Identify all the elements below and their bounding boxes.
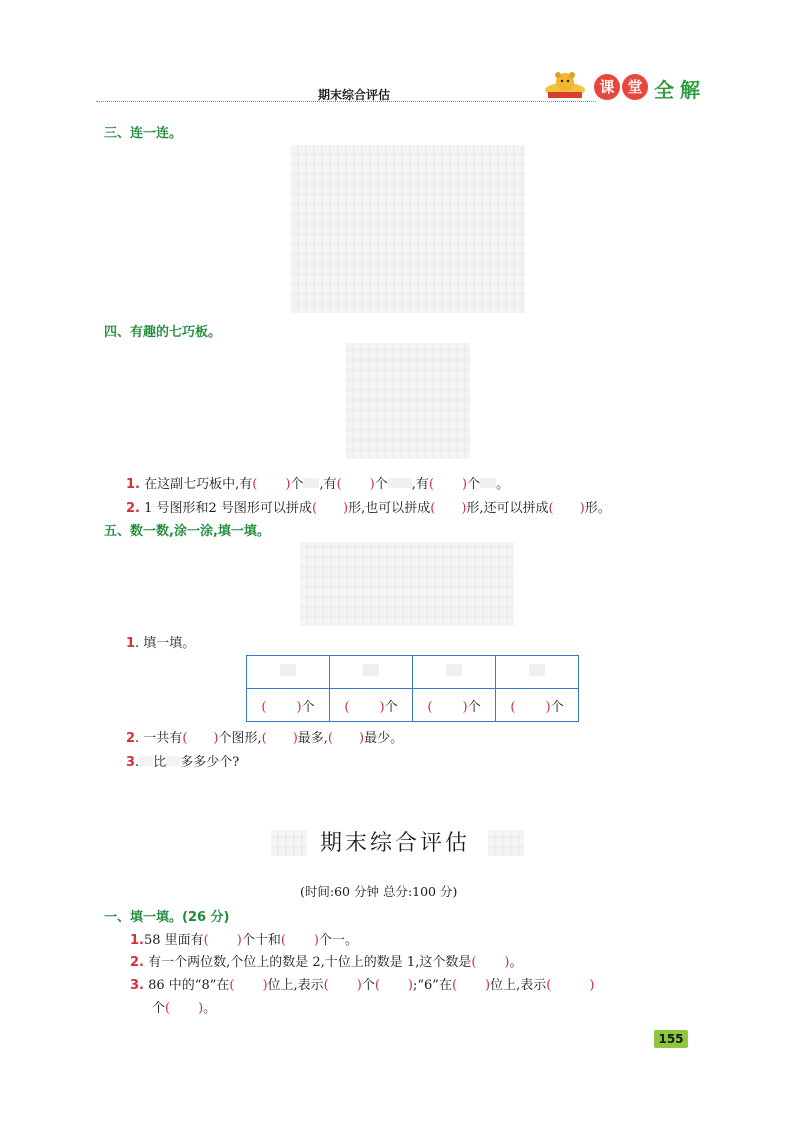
question-text: 。 [496,477,510,492]
question-number: 2. [126,501,140,516]
question-number: 3 [126,755,136,770]
answer-blank[interactable]: ( ) [252,477,291,492]
question-number: 2. [130,955,144,970]
unit-label: 个 [467,699,481,715]
matching-exercise-image [291,145,525,313]
question-text: . 填一填。 [135,636,196,651]
exam-question-3-continued [152,997,216,1016]
shape-image [166,756,180,766]
table-header-cell [247,656,330,689]
sec4-question-1 [126,473,509,492]
answer-blank[interactable]: ( ) [430,501,467,516]
question-text: 。 [509,955,523,970]
question-text: 形,还可以拼成 [466,501,549,516]
question-number: 1 [126,636,136,651]
question-text: 比 [153,755,167,770]
exam-question-1 [130,929,358,948]
table-header-cell [413,656,496,689]
question-text: 个 [361,978,375,993]
question-number: 1. [126,477,140,492]
answer-blank[interactable]: ( ) [336,477,375,492]
shape-image [388,478,412,488]
answer-blank[interactable]: ( ) [165,1001,204,1016]
exam-question-3 [130,974,594,993]
answer-blank[interactable]: ( ) [182,731,219,746]
header-divider [96,101,596,102]
answer-blank[interactable]: ( ) [548,501,585,516]
brand-logo [594,74,714,104]
sec5-question-2 [126,727,403,746]
exam-title: 期末综合评估 [320,831,471,856]
answer-blank[interactable]: ( ) [428,477,468,492]
logo-char-3: 全 [654,78,675,102]
question-text: ,有 [411,477,429,492]
answer-blank[interactable]: ( ) [229,978,268,993]
answer-blank[interactable]: ( ) [323,978,362,993]
shape-image [303,478,319,488]
tangram-image [346,343,470,459]
section-4-title: 四、有趣的七巧板。 [104,325,222,340]
question-text: 58 里面有 [143,933,204,948]
question-text: 个 [374,477,388,492]
question-text: 位上,表示 [267,978,324,993]
question-text: 最多, [297,731,328,746]
question-text: 个图形, [218,731,262,746]
question-text: 个一。 [319,933,359,948]
answer-blank[interactable]: ( ) [261,731,298,746]
table-header-cell [330,656,413,689]
table-answer-cell[interactable]: ( )个 [496,689,579,722]
answer-blank[interactable]: ( ) [327,731,365,746]
question-number: 3. [130,978,144,993]
sec5-question-1 [126,632,195,651]
table-header-cell [496,656,579,689]
table-answer-cell[interactable]: ( )个 [247,689,330,722]
question-text: 。 [203,1001,217,1016]
question-text: . 一共有 [135,731,183,746]
shape-image [529,664,545,676]
question-number: 2 [126,731,136,746]
title-decoration-right [488,830,524,856]
question-text: 个 [290,477,304,492]
count-table [246,655,579,722]
table-answer-cell[interactable]: ( )个 [330,689,413,722]
question-text: ,有 [319,477,337,492]
question-text: 86 中的“8”在 [148,978,230,993]
answer-blank[interactable]: ( ) [203,933,242,948]
shape-image [280,664,296,676]
question-number: 1. [130,933,144,948]
shape-image [363,664,379,676]
question-text: 个 [467,477,481,492]
question-text: . [135,755,140,770]
shape-image [480,478,496,488]
question-text: 个 [152,1001,166,1016]
part-1-title: 一、填一填。(26 分) [104,910,230,925]
answer-blank[interactable]: ( ) [546,978,595,993]
question-text: 形,也可以拼成 [348,501,431,516]
exam-question-2 [130,951,523,970]
exam-info: (时间:60 分钟 总分:100 分) [300,884,458,899]
title-decoration-left [271,830,307,856]
bear-mascot-icon [542,70,588,100]
unit-label: 个 [301,699,315,715]
shape-image [139,756,153,766]
logo-char-4: 解 [680,78,701,102]
answer-blank[interactable]: ( ) [451,978,491,993]
question-text: 1 号图形和2 号图形可以拼成 [144,501,312,516]
answer-blank[interactable]: ( ) [471,955,510,970]
question-text: 在这副七巧板中,有 [144,477,253,492]
question-text: 位上,表示 [490,978,547,993]
logo-char-2: 堂 [622,74,648,100]
section-3-title: 三、连一连。 [104,126,183,141]
question-text: 有一个两位数,个位上的数是 2,十位上的数是 1,这个数是 [148,955,472,970]
sec5-question-3 [126,751,239,770]
question-text: 个十和 [241,933,281,948]
shape-image [446,664,462,676]
shapes-counting-image [300,542,514,626]
question-text: 形。 [584,501,611,516]
question-text: 最少。 [364,731,404,746]
section-5-title: 五、数一数,涂一涂,填一填。 [104,524,270,539]
page-number: 155 [654,1030,688,1048]
table-answer-cell[interactable]: ( )个 [413,689,496,722]
answer-blank[interactable]: ( ) [280,933,319,948]
answer-blank[interactable]: ( ) [311,501,349,516]
unit-label: 个 [550,699,564,715]
unit-label: 个 [384,699,398,715]
answer-blank[interactable]: ( ) [374,978,413,993]
question-text: ;“6”在 [413,978,452,993]
logo-char-1: 课 [594,74,620,100]
question-text: 多多少个? [180,755,240,770]
sec4-question-2 [126,497,611,516]
header-title: 期末综合评估 [318,88,391,102]
